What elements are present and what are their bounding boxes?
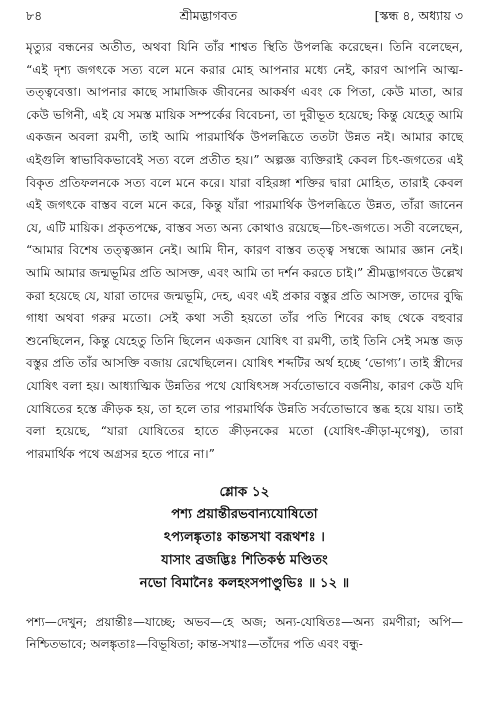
book-title: শ্রীমদ্ভাগবত: [179, 8, 238, 23]
section-label: [স্কন্ধ ৪, অধ্যায় ৩: [374, 8, 463, 23]
page-header: [26, 8, 463, 30]
verse-line: ঽপ্যলঙ্কৃতাঃ কান্তসখা বরূথশঃ ।: [164, 530, 325, 546]
verse-line: পশ্য প্রয়ান্তীরভবান্যযোষিতো: [171, 507, 318, 523]
page-number: ৮৪: [26, 8, 43, 23]
verse-line: নভো বিমানৈঃ কলহংসপাণ্ডুভিঃ ॥ ১২ ॥: [139, 576, 350, 592]
verse-text: [26, 503, 463, 595]
purport-text: [26, 36, 463, 465]
verse-title: শ্লোক ১২: [219, 484, 270, 501]
body-paragraph: মৃত্যুর বন্ধনের অতীত, অথবা যিনি তাঁর শাশ্বত স্থিতি উপলব্ধি করেছেন। তিনি বলেছেন, “এই দৃশ্য জগৎকে সত্য বলে মনে করার মোহ আপনার মধ্যে নেই, কারণ আপনি আত্ম-তত্ত্ববেত্তা। আপনার কাছে সামাজিক জীবনের আকর্ষণ এবং কে পিতা, কেউ মাতা, আর কেউ ভগিনী, এই যে সমস্ত মায়িক সম্পর্কের বিবেচনা, তা দুরীভূত হয়েছে; কিন্তু যেহেতু আমি একজন অবলা রমণী, তাই আমি পারমার্থিক উপলব্ধিতে ততটা উন্নত নই। আমার কাছে এইগুলি স্বাভাবিকভাবেই সত্য বলে প্রতীত হয়।” অল্পজ্ঞ ব্যক্তিরাই কেবল চিৎ-জগতের এই বিকৃত প্রতিফলনকে সত্য বলে মনে করে। যারা বহিরঙ্গা শক্তির দ্বারা মোহিত, তারাই কেবল এই জগৎকে বাস্তব বলে মনে করে, কিন্তু যাঁরা পারমার্থিক উপলব্ধিতে উন্নত, তাঁরা জানেন যে, এটি মায়িক। প্রকৃতপক্ষে, বাস্তব সত্য অন্য কোথাও রয়েছে—চিৎ-জগতে। সতী বলেছেন, “আমার বিশেষ তত্ত্বজ্ঞান নেই। আমি দীন, কারণ বাস্তব তত্ত্ব সম্বন্ধে আমার জ্ঞান নেই। আমি আমার জন্মভূমির প্রতি আসক্ত, এবং আমি তা দর্শন করতে চাই।” শ্রীমদ্ভাগবতে উল্লেখ করা হয়েছে যে, যারা তাদের জন্মভূমি, দেহ, এবং এই প্রকার বস্তুর প্রতি আসক্ত, তাদের বুদ্ধি গাধা অথবা গরুর মতো। সেই কথা সতী হয়তো তাঁর পতি শিবের কাছ থেকে বহুবার শুনেছিলেন, কিন্তু যেহেতু তিনি ছিলেন একজন যোষিৎ বা রমণী, তাই তিনি সেই সমস্ত জড় বস্তুর প্রতি তাঁর আসক্তি বজায় রেখেছিলেন। যোষিৎ শব্দটির অর্থ হচ্ছে ‘ভোগ্য’। তাই স্ত্রীদের যোষিৎ বলা হয়। আধ্যাত্মিক উন্নতির পথে যোষিৎসঙ্গ সর্বতোভাবে বর্জনীয়, কারণ কেউ যদি যোষিতের হস্তে ক্রীড়ক হয়, তা হলে তার পারমার্থিক উন্নতি সর্বতোভাবে স্তব্ধ হয়ে যায়। তাই বলা হয়েছে, “যারা যোষিতের হাতে ক্রীড়নকের মতো (যোষিৎ-ক্রীড়া-মৃগেষু), তারা পারমার্থিক পথে অগ্রসর হতে পারে না।”: [26, 40, 463, 461]
synonyms: পশ্য—দেখুন; প্রয়ান্তীঃ—যাচ্ছে; অভব—হে অজ; অন্য-যোষিতঃ—অন্য রমণীরা; অপি—নিশ্চিতভাবে; অলঙ্কৃতাঃ—বিভূষিতা; কান্ত-সখাঃ—তাঁদের পতি এবং বন্ধু-: [26, 615, 463, 652]
verse-line: যাসাং ব্রজদ্ভিঃ শিতিকণ্ঠ মণ্ডিতং: [161, 553, 328, 569]
